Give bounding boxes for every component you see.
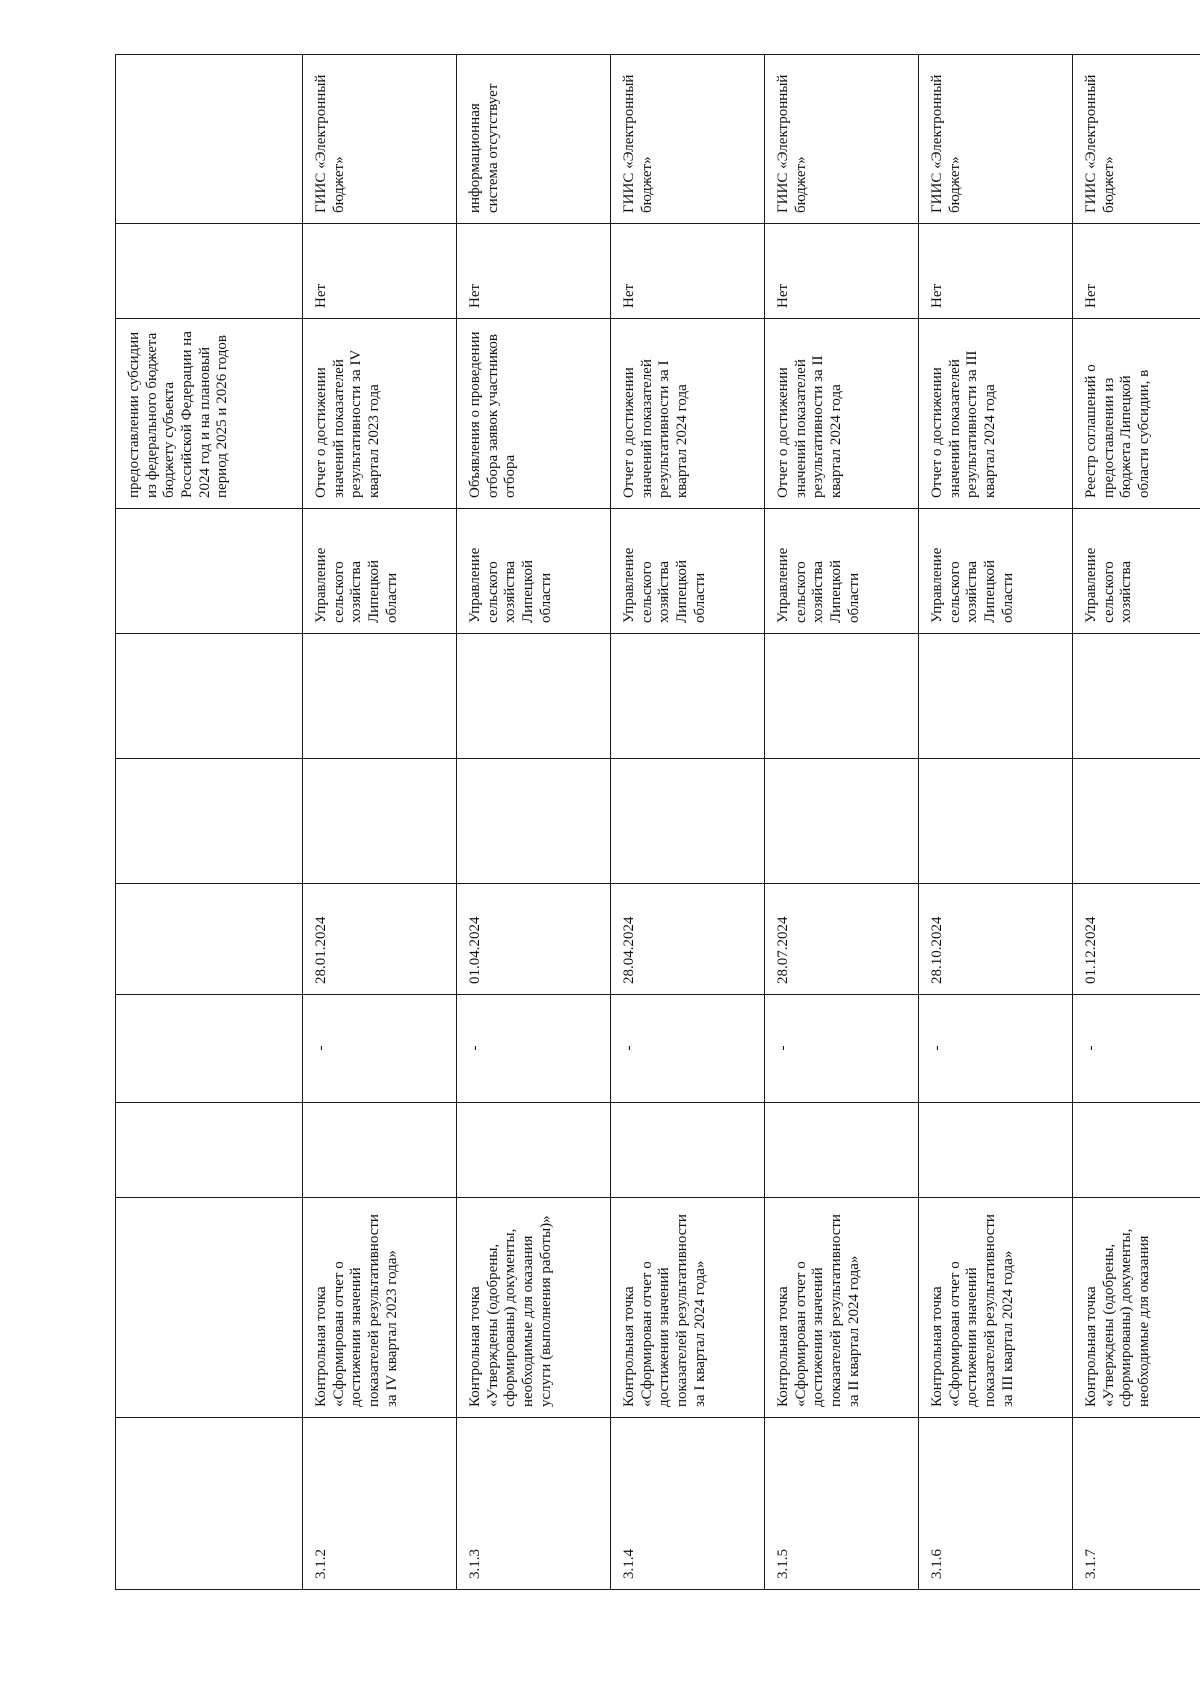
cell-responsible: Управление сельского хозяйства Липецкой области (303, 509, 457, 634)
cell-name: Контрольная точка «Сформирован отчет о достижении значений показателей результативности за I квартал 2024 года» (611, 1198, 765, 1418)
cell-date: 01.04.2024 (457, 884, 611, 995)
cell-col6 (1073, 759, 1200, 884)
cell-dash: - (611, 995, 765, 1103)
cell-system: ГИИС «Электронный бюджет» (611, 55, 765, 224)
cell-responsible: Управление сельского хозяйства Липецкой области (611, 509, 765, 634)
cell-dash: - (765, 995, 919, 1103)
cell-num (116, 1418, 303, 1590)
cell-date: 28.10.2024 (919, 884, 1073, 995)
cell-col6 (611, 759, 765, 884)
cell-system (116, 55, 303, 224)
cell-flag (116, 224, 303, 319)
cell-name (116, 1198, 303, 1418)
cell-date: 28.01.2024 (303, 884, 457, 995)
cell-system: ГИИС «Электронный бюджет» (303, 55, 457, 224)
cell-dash: - (303, 995, 457, 1103)
cell-col6 (919, 759, 1073, 884)
cell-num: 3.1.5 (765, 1418, 919, 1590)
cell-start (116, 1103, 303, 1198)
cell-col7 (919, 634, 1073, 759)
cell-name: Контрольная точка «Утверждены (одобрены, сформированы) документы, необходимые для оказания услуги (выполнения работы)» (457, 1198, 611, 1418)
cell-col7 (116, 634, 303, 759)
cell-document: Отчет о достижении значений показателей результативности за III квартал 2024 года (919, 319, 1073, 509)
cell-system: ГИИС «Электронный бюджет» (1073, 55, 1200, 224)
cell-responsible: Управление сельского хозяйства (1073, 509, 1200, 634)
cell-date: 28.04.2024 (611, 884, 765, 995)
cell-dash: - (919, 995, 1073, 1103)
cell-col7 (303, 634, 457, 759)
cell-date: 28.07.2024 (765, 884, 919, 995)
cell-dash (116, 995, 303, 1103)
cell-start (1073, 1103, 1200, 1198)
cell-date (116, 884, 303, 995)
cell-responsible (116, 509, 303, 634)
table-row (1073, 55, 1200, 1590)
cell-name: Контрольная точка «Сформирован отчет о достижении значений показателей результативности за IV квартал 2023 года» (303, 1198, 457, 1418)
cell-col6 (303, 759, 457, 884)
table-row-continued (116, 55, 303, 1590)
cell-num: 3.1.4 (611, 1418, 765, 1590)
cell-system: ГИИС «Электронный бюджет» (919, 55, 1073, 224)
table-row (765, 55, 919, 1590)
cell-document: Отчет о достижении значений показателей результативности за IV квартал 2023 года (303, 319, 457, 509)
cell-col6 (765, 759, 919, 884)
cell-col7 (765, 634, 919, 759)
cell-num: 3.1.7 (1073, 1418, 1200, 1590)
cell-col6 (457, 759, 611, 884)
cell-responsible: Управление сельского хозяйства Липецкой области (765, 509, 919, 634)
cell-col7 (611, 634, 765, 759)
table-row (611, 55, 765, 1590)
cell-flag: Нет (765, 224, 919, 319)
rotated-page-content (115, 55, 1153, 1590)
cell-document: Объявления о проведении отбора заявок участников отбора (457, 319, 611, 509)
plan-table (115, 54, 1200, 1590)
cell-dash: - (1073, 995, 1200, 1103)
table-body (116, 55, 1200, 1590)
cell-name: Контрольная точка «Сформирован отчет о достижении значений показателей результативности за III квартал 2024 года» (919, 1198, 1073, 1418)
cell-document: Отчет о достижении значений показателей результативности за II квартал 2024 года (765, 319, 919, 509)
cell-start (765, 1103, 919, 1198)
cell-date: 01.12.2024 (1073, 884, 1200, 995)
cell-col7 (1073, 634, 1200, 759)
cell-flag: Нет (1073, 224, 1200, 319)
cell-col6 (116, 759, 303, 884)
cell-start (611, 1103, 765, 1198)
cell-flag: Нет (457, 224, 611, 319)
cell-document: Реестр соглашений о предоставлении из бюджета Липецкой области субсидии, в (1073, 319, 1200, 509)
cell-dash: - (457, 995, 611, 1103)
table-row (303, 55, 457, 1590)
cell-num: 3.1.2 (303, 1418, 457, 1590)
cell-document: предоставлении субсидии из федерального бюджета бюджету субъекта Российской Федерации на 2024 год и на плановый период 2025 и 2026 годов (116, 319, 303, 509)
cell-name: Контрольная точка «Сформирован отчет о достижении значений показателей результативности за II квартал 2024 года» (765, 1198, 919, 1418)
cell-start (303, 1103, 457, 1198)
table-row (919, 55, 1073, 1590)
cell-responsible: Управление сельского хозяйства Липецкой области (919, 509, 1073, 634)
cell-flag: Нет (611, 224, 765, 319)
cell-name: Контрольная точка «Утверждены (одобрены, сформированы) документы, необходимые для оказания (1073, 1198, 1200, 1418)
cell-col7 (457, 634, 611, 759)
cell-flag: Нет (303, 224, 457, 319)
cell-responsible: Управление сельского хозяйства Липецкой области (457, 509, 611, 634)
cell-num: 3.1.6 (919, 1418, 1073, 1590)
cell-flag: Нет (919, 224, 1073, 319)
cell-start (457, 1103, 611, 1198)
cell-start (919, 1103, 1073, 1198)
cell-document: Отчет о достижении значений показателей результативности за I квартал 2024 года (611, 319, 765, 509)
cell-system: информационная система отсутствует (457, 55, 611, 224)
cell-system: ГИИС «Электронный бюджет» (765, 55, 919, 224)
cell-num: 3.1.3 (457, 1418, 611, 1590)
table-row (457, 55, 611, 1590)
